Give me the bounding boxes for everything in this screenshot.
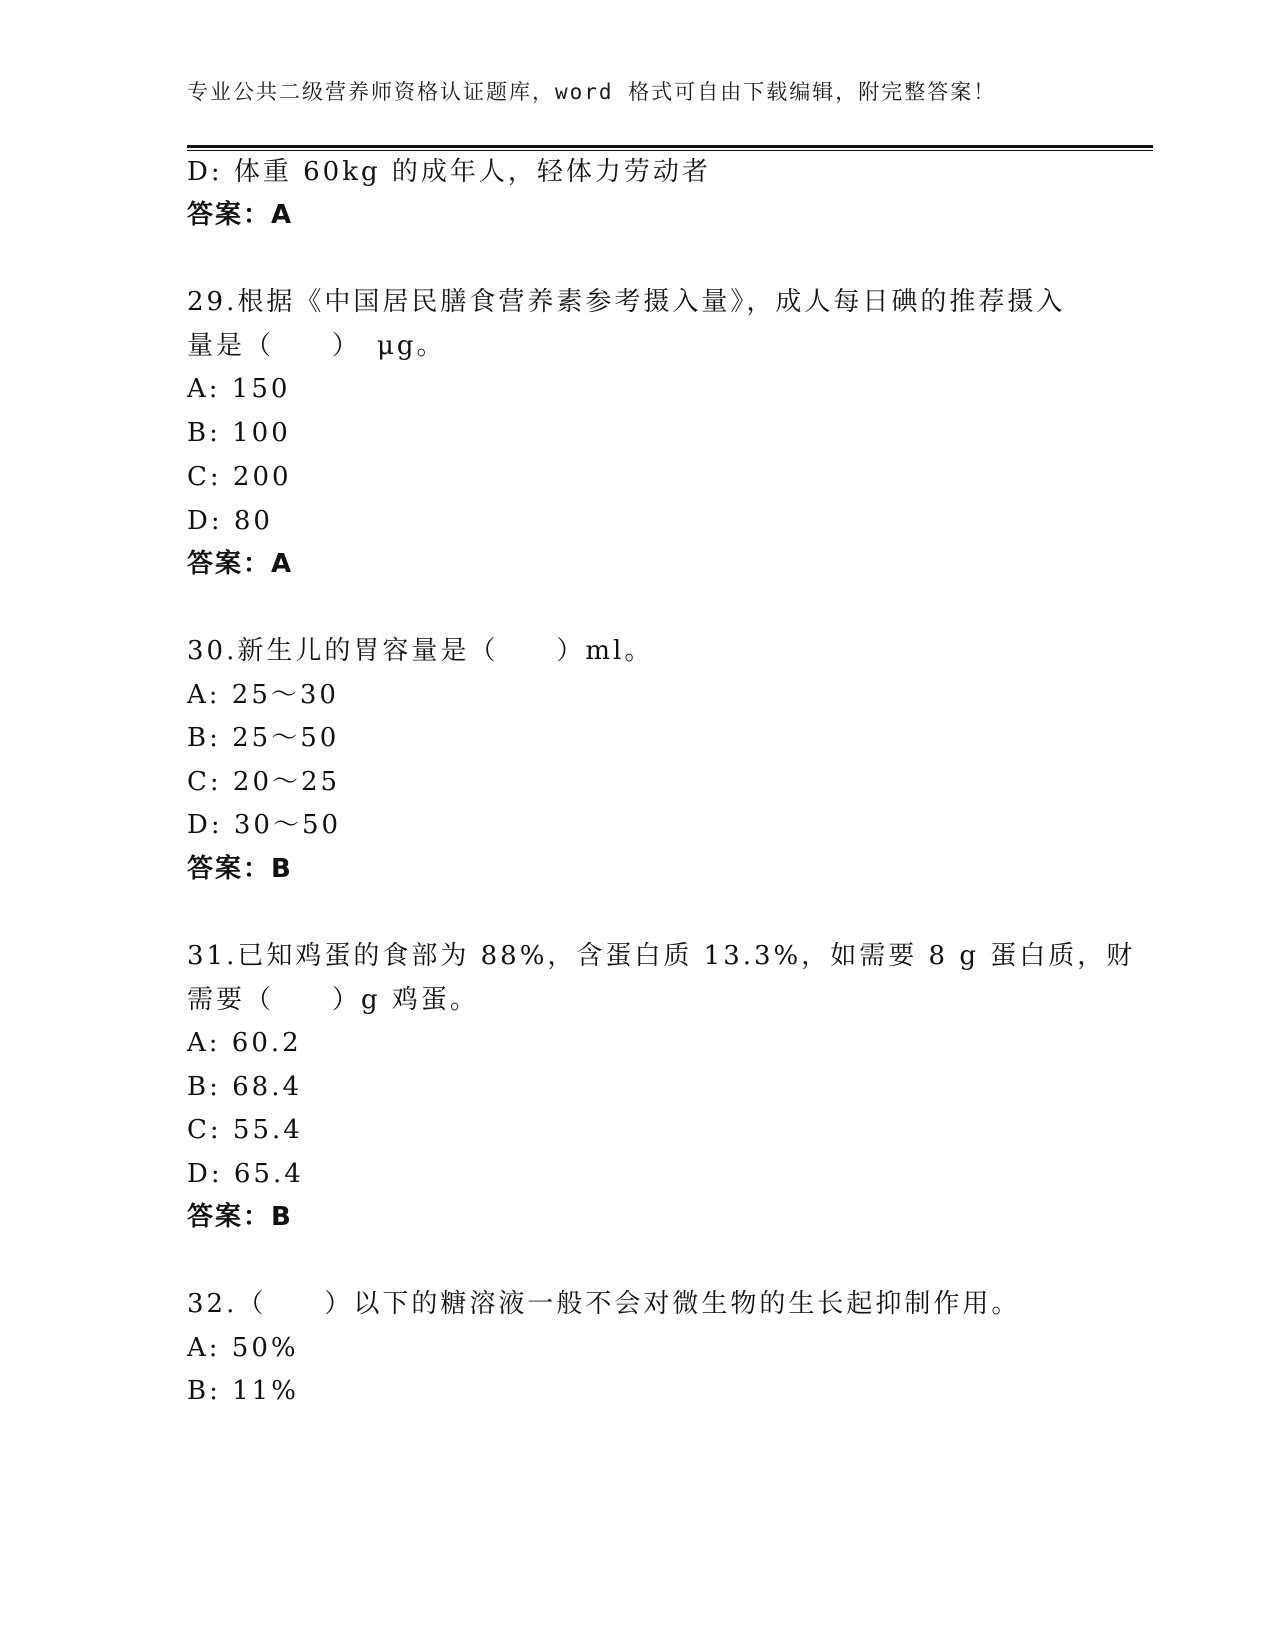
q29-option-c: C: 200 <box>187 462 292 492</box>
q30-option-a: A: 25～30 <box>187 680 339 710</box>
q32-option-a: A: 50% <box>187 1333 299 1363</box>
q29-option-d: D: 80 <box>187 506 273 536</box>
header-divider-thick <box>187 145 1153 148</box>
q32-stem-line1: 32.（ ）以下的糖溶液一般不会对微生物的生长起抑制作用。 <box>187 1289 1021 1319</box>
q31-option-a: A: 60.2 <box>187 1028 302 1058</box>
q31-option-c: C: 55.4 <box>187 1115 303 1145</box>
q29-stem-line1: 29.根据《中国居民膳食营养素参考摄入量》，成人每日碘的推荐摄入 <box>187 287 1066 317</box>
q32-option-b: B: 11% <box>187 1376 299 1406</box>
q30-option-d: D: 30～50 <box>187 810 342 840</box>
q31-option-b: B: 68.4 <box>187 1072 303 1102</box>
q29-answer: 答案：A <box>187 549 294 579</box>
header-divider-thin <box>187 150 1153 151</box>
q31-stem-line2: 需要（ ）g 鸡蛋。 <box>187 985 479 1015</box>
q30-stem-line1: 30.新生儿的胃容量是（ ）ml。 <box>187 636 654 666</box>
page-header: 专业公共二级营养师资格认证题库，word 格式可自由下载编辑，附完整答案！ <box>187 80 997 104</box>
q31-stem-line1: 31.已知鸡蛋的食部为 88%，含蛋白质 13.3%，如需要 8 g 蛋白质，财 <box>187 941 1136 971</box>
q31-option-d: D: 65.4 <box>187 1159 304 1189</box>
prev-answer: 答案：A <box>187 200 294 230</box>
q29-option-b: B: 100 <box>187 418 291 448</box>
q29-option-a: A: 150 <box>187 374 291 404</box>
q31-answer: 答案：B <box>187 1202 293 1232</box>
q30-option-b: B: 25～50 <box>187 723 340 753</box>
prev-option-d: D: 体重 60kg 的成年人，轻体力劳动者 <box>187 157 711 187</box>
q30-answer: 答案：B <box>187 854 293 884</box>
q30-option-c: C: 20～25 <box>187 767 341 797</box>
q29-stem-line2: 量是（ ） μg。 <box>187 331 446 361</box>
